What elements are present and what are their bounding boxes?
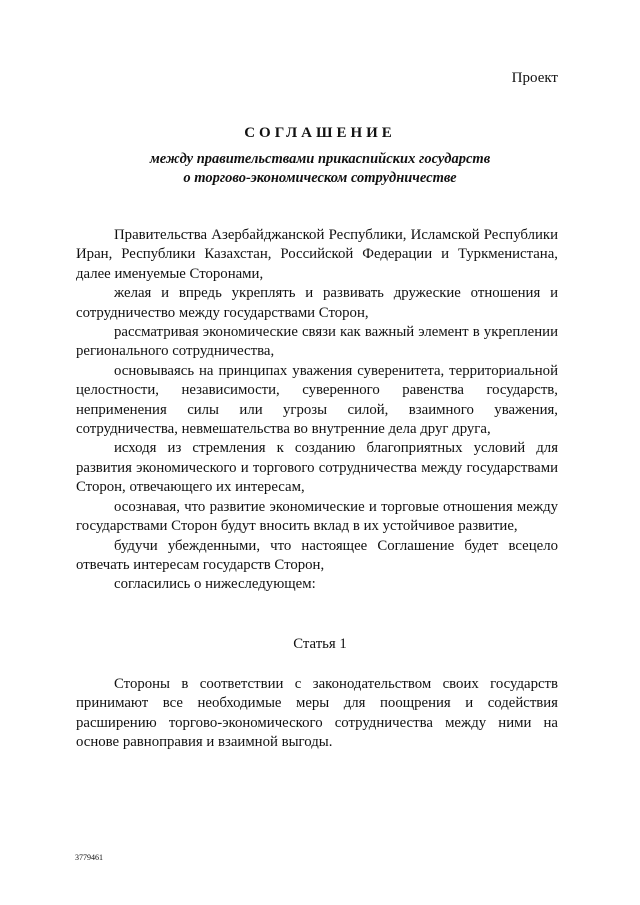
document-subtitle-line1: между правительствами прикаспийских государств: [149, 151, 491, 167]
preamble-paragraph: будучи убежденными, что настоящее Соглашение будет всецело отвечать интересам государств Сторон,: [76, 537, 558, 573]
preamble-paragraph: основываясь на принципах уважения суверенитета, территориальной целостности, независимости, суверенного равенства государств, неприменения силы или угрозы силой, взаимного уважения, сотрудничества, невмешательства во внутренние дела друг друга,: [76, 362, 558, 438]
preamble-paragraph: Правительства Азербайджанской Республики, Исламской Республики Иран, Республики Казахстан, Российской Федерации и Туркменистана, далее именуемые Сторонами,: [76, 227, 558, 282]
document-number: 3779461: [75, 853, 103, 862]
document-title: СОГЛАШЕНИЕ: [244, 125, 396, 141]
preamble-paragraph: согласились о нижеследующем:: [114, 576, 316, 593]
preamble: [76, 226, 558, 595]
article-body: [76, 675, 558, 753]
document-subtitle-line2: о торгово-экономическом сотрудничестве: [183, 170, 457, 186]
preamble-paragraph: исходя из стремления к созданию благоприятных условий для развития экономического и торгового сотрудничества между государствами Сторон, отвечающего их интересам,: [76, 440, 558, 496]
draft-label: Проект: [511, 70, 558, 86]
article-heading: Статья 1: [293, 636, 347, 652]
preamble-paragraph: рассматривая экономические связи как важный элемент в укреплении регионального сотрудничества,: [76, 324, 558, 360]
preamble-paragraph: желая и впредь укреплять и развивать дружеские отношения и сотрудничество между государствами Сторон,: [76, 285, 558, 321]
article-paragraph: Стороны в соответствии с законодательством своих государств принимают все необходимые меры для поощрения и содействия расширению торгово-экономического сотрудничества между ними на основе равноправия и взаимной выгоды.: [76, 676, 558, 751]
preamble-paragraph: осознавая, что развитие экономические и торговые отношения между государствами Сторон будут вносить вклад в их устойчивое развитие,: [76, 498, 558, 535]
